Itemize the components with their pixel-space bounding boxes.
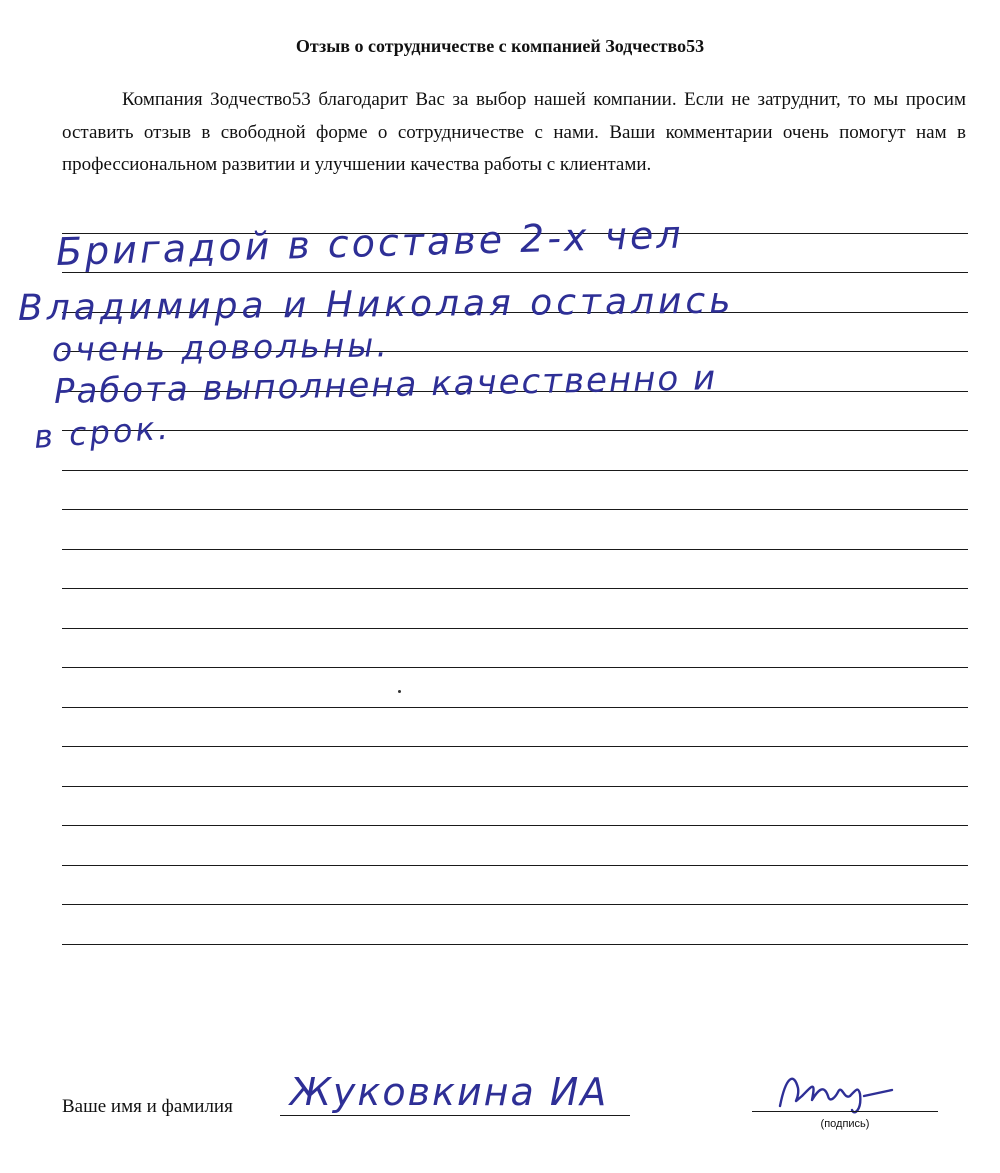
writing-line (62, 588, 968, 589)
review-line: Работа выполнена качественно и (53, 358, 718, 412)
writing-line (62, 470, 968, 471)
writing-line (62, 746, 968, 747)
writing-line (62, 272, 968, 273)
writing-line (62, 549, 968, 550)
writing-line (62, 904, 968, 905)
paper-speck (398, 690, 401, 693)
review-line: Владимира и Николая остались (17, 280, 735, 329)
handwritten-name: Жуковкина ИА (290, 1070, 609, 1114)
intro-text: Компания Зодчество53 благодарит Вас за выбор нашей компании. Если не затруднит, то мы просим оставить отзыв в свободной форме о сотрудничестве с нами. Ваши комментарии очень помогут нам в профессиональном развитии и улучшении качества работы с клиентами. (62, 89, 966, 175)
writing-line (62, 865, 968, 866)
signature (772, 1066, 932, 1116)
review-line: очень довольны. (51, 325, 391, 369)
writing-line (62, 628, 968, 629)
signature-line (752, 1111, 938, 1112)
review-line: в срок. (32, 408, 173, 456)
writing-line (62, 944, 968, 945)
name-label: Ваше имя и фамилия (62, 1096, 233, 1117)
writing-line (62, 430, 968, 431)
writing-line (62, 509, 968, 510)
writing-line (62, 667, 968, 668)
writing-line (62, 825, 968, 826)
name-line (280, 1115, 630, 1116)
writing-line (62, 786, 968, 787)
signature-caption: (подпись) (820, 1118, 870, 1130)
review-line: Бригадой в составе 2-х чел (55, 212, 685, 274)
document-title: Отзыв о сотрудничестве с компанией Зодчество53 (295, 36, 705, 56)
writing-line (62, 707, 968, 708)
